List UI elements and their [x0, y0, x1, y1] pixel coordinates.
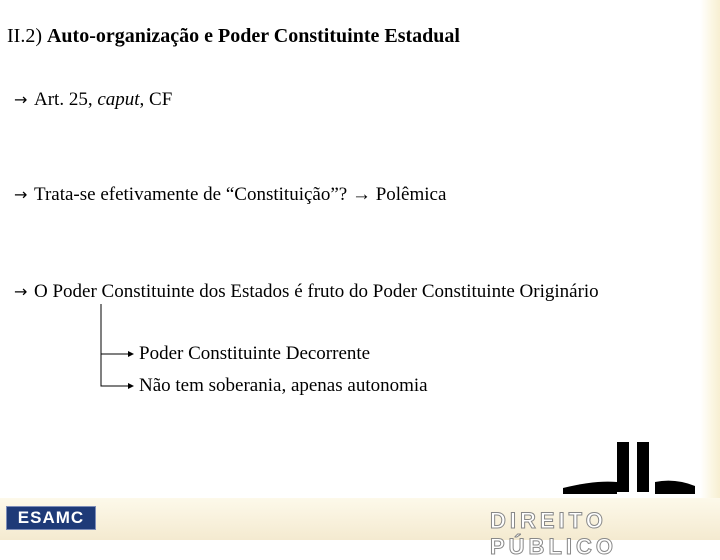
bullet-question-text: Trata-se efetivamente de “Constituição”? → Polêmica	[34, 184, 447, 205]
arrow-icon: →	[14, 90, 28, 109]
esamc-logo	[6, 506, 96, 530]
arrow-icon: →	[14, 185, 28, 204]
esamc-logo-text: ESAMC	[17, 508, 85, 527]
title-text: Auto-organização e Poder Constituinte Estadual	[46, 25, 460, 47]
sub-item-autonomia: Não tem soberania, apenas autonomia	[139, 375, 428, 396]
arrow-icon: →	[14, 282, 28, 301]
bullet-origin-text: O Poder Constituinte dos Estados é fruto do Poder Constituinte Originário	[34, 281, 599, 302]
bullet-article-italic: caput	[97, 89, 140, 110]
bullet-article-pre: Art. 25,	[34, 89, 98, 110]
bullet-article-post: , CF	[139, 89, 173, 110]
pillars-logo-graphic	[555, 436, 715, 498]
sub-item-decorrente: Poder Constituinte Decorrente	[139, 343, 371, 364]
brand-title: DIREITO PÚBLICO	[490, 508, 617, 559]
title-prefix: II.2)	[7, 25, 42, 47]
